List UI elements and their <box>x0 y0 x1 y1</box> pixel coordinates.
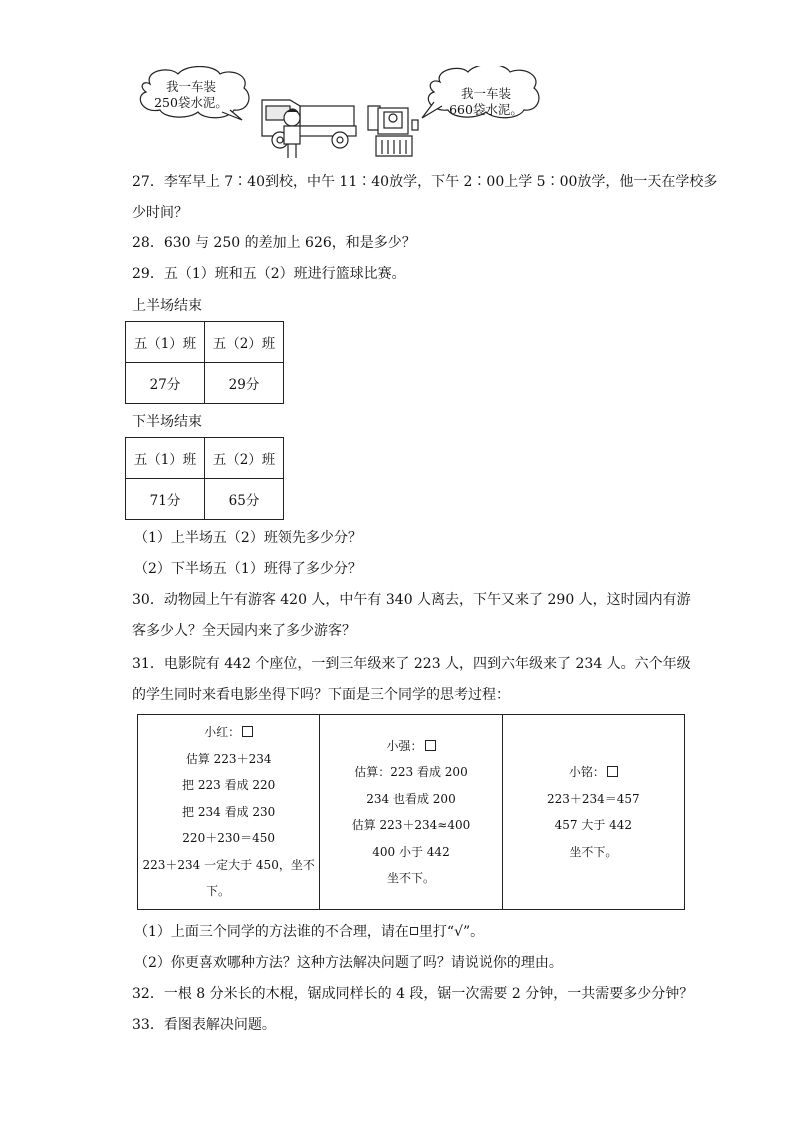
question-29-sub2: （2）下半场五（1）班得了多少分？ <box>134 561 362 577</box>
xiaoqiang-step: 估算 223＋234≈400 <box>351 818 471 832</box>
xiaohong-name: 小红： <box>204 725 241 740</box>
xiaoqiang-name: 小强： <box>386 738 423 753</box>
left-bubble-line2: 250袋水泥。 <box>154 95 228 110</box>
xiaoming-step: 坐不下。 <box>569 844 618 859</box>
question-28: 28．630 与 250 的差加上 626，和是多少？ <box>132 235 416 251</box>
right-bubble-text <box>444 86 528 118</box>
question-31-line2: 的学生同时来看电影坐得下吗？下面是三个同学的思考过程： <box>132 687 510 703</box>
question-30-line2: 客多少人？全天园内来了多少游客？ <box>132 623 356 639</box>
xiaohong-cell <box>138 715 320 910</box>
xiaohong-step: 223＋234 一定大于 450，坐不 <box>142 857 315 872</box>
xiaoqiang-cell <box>320 715 502 910</box>
table-header-class1: 五（1）班 <box>126 438 205 479</box>
left-bubble-text <box>150 79 232 111</box>
right-bubble-line1: 我一车装 <box>460 86 511 101</box>
table-header-class1: 五（1）班 <box>126 322 205 363</box>
xiaoqiang-step: 400 小于 442 <box>372 844 450 859</box>
xiaoming-name-line <box>503 759 684 786</box>
xiaoqiang-step: 估算：223 看成 200 <box>354 765 468 779</box>
question-29-sub1: （1）上半场五（2）班领先多少分？ <box>134 530 362 546</box>
person-icon <box>284 109 300 158</box>
question-31-sub1-text-a: （1）上面三个同学的方法谁的不合理，请在 <box>134 924 409 940</box>
xiaohong-step: 把 234 看成 230 <box>182 804 276 819</box>
first-half-label: 上半场结束 <box>132 298 202 314</box>
xiaohong-name-line <box>138 719 319 746</box>
first-half-class1-score: 27分 <box>126 363 205 404</box>
question-31-sub2: （2）你更喜欢哪种方法？这种方法解决问题了吗？请说说你的理由。 <box>134 955 563 971</box>
xiaohong-step: 220＋230＝450 <box>182 831 276 846</box>
truck-front-icon <box>368 106 418 156</box>
first-half-score-table <box>125 321 284 404</box>
question-31-line1: 31．电影院有 442 个座位，一到三年级来了 223 人，四到六年级来了 234 人。六个年级 <box>132 656 691 672</box>
xiaoqiang-name-line <box>320 733 501 760</box>
question-33: 33．看图表解决问题。 <box>132 1017 276 1033</box>
table-header-class2: 五（2）班 <box>205 322 284 363</box>
second-half-class2-score: 65分 <box>205 479 284 520</box>
xiaoming-cell <box>502 715 684 910</box>
xiaoqiang-checkbox[interactable] <box>425 740 436 751</box>
question-27-line1: 27．李军早上 7∶40到校，中午 11∶40放学，下午 2∶00上学 5∶00放学，他一天在学校多 <box>132 174 718 190</box>
thinking-process-table <box>137 714 685 910</box>
xiaoming-step: 457 大于 442 <box>554 818 633 832</box>
question-30-line1: 30．动物园上午有游客 420 人，中午有 340 人离去，下午又来了 290 人，这时园内有游 <box>132 592 691 608</box>
question-31-sub1-text-b: 里打“√”。 <box>418 924 485 940</box>
table-header-class2: 五（2）班 <box>205 438 284 479</box>
second-half-class1-score: 71分 <box>126 479 205 520</box>
left-bubble-line1: 我一车装 <box>165 79 216 94</box>
xiaohong-step: 把 223 看成 220 <box>182 778 276 793</box>
xiaoming-checkbox[interactable] <box>607 766 618 777</box>
second-half-label: 下半场结束 <box>132 414 202 430</box>
truck-icon <box>262 100 356 148</box>
xiaohong-step: 估算 223＋234 <box>185 751 272 766</box>
first-half-class2-score: 29分 <box>205 363 284 404</box>
right-bubble-line2: 660袋水泥。 <box>449 102 523 117</box>
question-27-line2: 少时间？ <box>132 205 188 221</box>
xiaoming-name: 小铭： <box>568 765 605 779</box>
second-half-score-table <box>125 437 284 520</box>
xiaoming-step: 223＋234＝457 <box>546 791 640 806</box>
xiaohong-checkbox[interactable] <box>242 726 253 737</box>
question-32: 32．一根 8 分米长的木棍，锯成同样长的 4 段，锯一次需要 2 分钟，一共需要多少分钟？ <box>132 986 694 1002</box>
xiaoqiang-step: 234 也看成 200 <box>366 791 456 806</box>
question-29-title: 29．五（1）班和五（2）班进行篮球比赛。 <box>132 266 406 282</box>
question-31-sub1 <box>134 922 484 942</box>
xiaoqiang-step: 坐不下。 <box>386 871 435 885</box>
answer-box-icon <box>410 927 418 935</box>
xiaohong-step: 下。 <box>206 884 231 899</box>
